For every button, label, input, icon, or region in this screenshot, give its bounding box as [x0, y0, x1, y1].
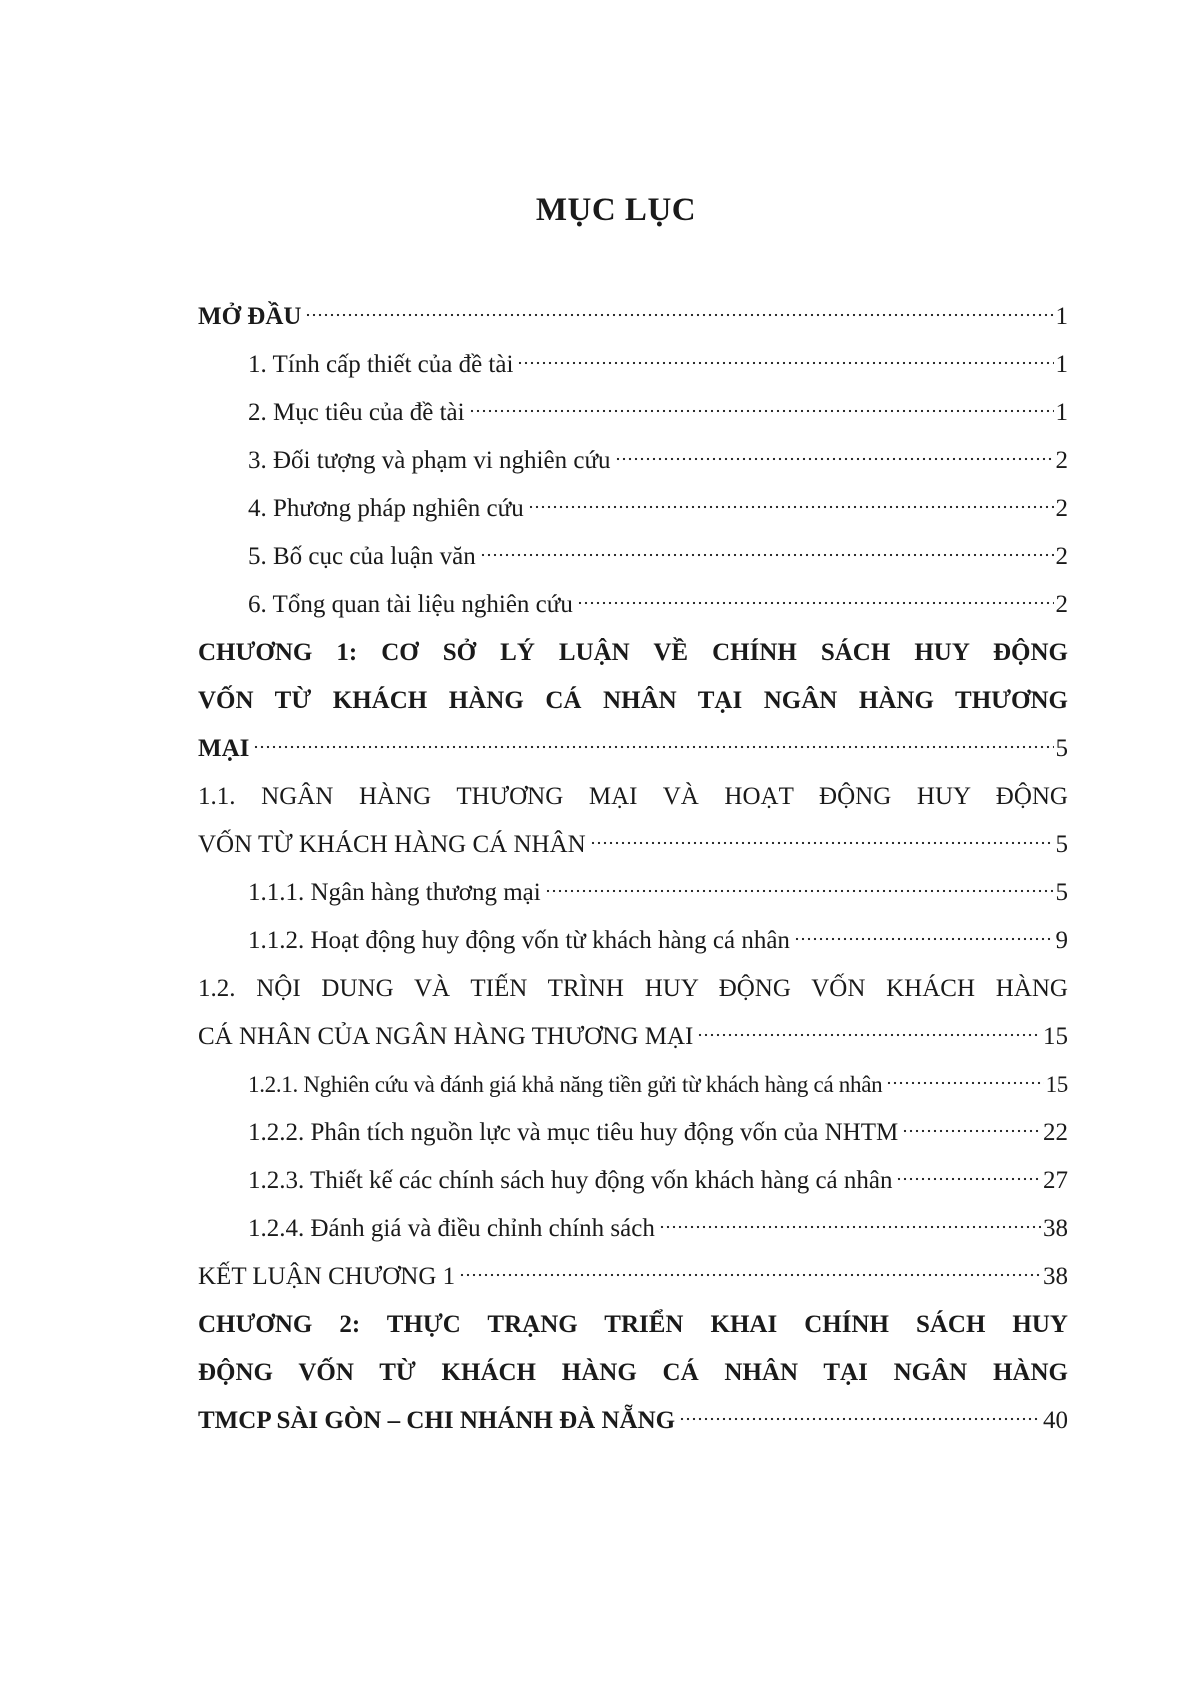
- toc-entry-page: 1: [1055, 351, 1068, 378]
- toc-entry-section-1-1[interactable]: [198, 773, 1068, 869]
- toc-entry-last-line: [198, 1397, 1068, 1445]
- toc-entry-page: 15: [1045, 1072, 1068, 1097]
- toc-entry-label: 3. Đối tượng và phạm vi nghiên cứu: [248, 447, 611, 474]
- toc-entry-label: 4. Phương pháp nghiên cứu: [248, 495, 524, 522]
- toc-leader-dots: [794, 936, 1054, 942]
- toc-entry-label-line: MẠI: [198, 735, 250, 762]
- toc-entry-label: 5. Bố cục của luận văn: [248, 543, 476, 570]
- toc-entry-label-line: ĐỘNG VỐN TỪ KHÁCH HÀNG CÁ NHÂN TẠI NGÂN HÀNG: [198, 1359, 1068, 1386]
- toc-entry-page: 38: [1043, 1263, 1068, 1290]
- toc-entry-page: 15: [1043, 1023, 1068, 1050]
- toc-entry-page: 38: [1043, 1215, 1068, 1242]
- toc-entry[interactable]: [198, 1109, 1068, 1157]
- toc-entry[interactable]: [198, 581, 1068, 629]
- toc-leader-dots: [902, 1128, 1041, 1134]
- toc-leader-dots: [577, 600, 1054, 606]
- toc-leader-dots: [896, 1176, 1041, 1182]
- toc-entry-section-1-2[interactable]: [198, 965, 1068, 1061]
- toc-entry-label-line: CÁ NHÂN CỦA NGÂN HÀNG THƯƠNG MẠI: [198, 1023, 694, 1050]
- toc-leader-dots: [545, 888, 1054, 894]
- page-title: MỤC LỤC: [535, 192, 697, 228]
- toc-entry[interactable]: [198, 293, 1068, 341]
- toc-leader-dots: [517, 360, 1053, 366]
- toc-entry[interactable]: [198, 1061, 1068, 1109]
- toc-entry-page: 9: [1055, 927, 1068, 954]
- toc-entry-label: MỞ ĐẦU: [198, 303, 302, 330]
- toc-leader-dots: [659, 1224, 1041, 1230]
- toc-entry[interactable]: [198, 485, 1068, 533]
- toc-leader-dots: [615, 456, 1054, 462]
- toc-entry-label: 1.2.2. Phân tích nguồn lực và mục tiêu huy động vốn của NHTM: [248, 1119, 899, 1146]
- toc-entry-page: 2: [1055, 447, 1068, 474]
- toc-entry[interactable]: [198, 437, 1068, 485]
- toc-entry-page: 2: [1055, 591, 1068, 618]
- toc-entry-page: 5: [1055, 879, 1068, 906]
- toc-entry-label: KẾT LUẬN CHƯƠNG 1: [198, 1263, 456, 1290]
- toc-entry[interactable]: [198, 1205, 1068, 1253]
- toc-entry-last-line: [198, 821, 1068, 869]
- toc-entry-page: 27: [1043, 1167, 1068, 1194]
- toc-entry[interactable]: [198, 389, 1068, 437]
- toc-entry-chapter-1[interactable]: [198, 629, 1068, 773]
- toc-leader-dots: [697, 1032, 1041, 1038]
- toc-entry-label-line: VỐN TỪ KHÁCH HÀNG CÁ NHÂN: [198, 831, 586, 858]
- toc-entry-label: 1.2.1. Nghiên cứu và đánh giá khả năng tiền gửi từ khách hàng cá nhân: [248, 1072, 883, 1097]
- toc-entry[interactable]: [198, 533, 1068, 581]
- toc-entry[interactable]: [198, 1253, 1068, 1301]
- toc-entry-page: 40: [1043, 1407, 1068, 1434]
- toc-leader-dots: [590, 840, 1054, 846]
- toc-leader-dots: [469, 408, 1054, 414]
- toc-entry-label: 1.1.1. Ngân hàng thương mại: [248, 879, 541, 906]
- toc-entry-label-line: VỐN TỪ KHÁCH HÀNG CÁ NHÂN TẠI NGÂN HÀNG THƯƠNG: [198, 687, 1068, 714]
- toc-entry[interactable]: [198, 917, 1068, 965]
- toc-leader-dots: [253, 744, 1053, 750]
- toc-leader-dots: [480, 552, 1054, 558]
- toc-leader-dots: [528, 504, 1054, 510]
- toc-entry-label-line: CHƯƠNG 1: CƠ SỞ LÝ LUẬN VỀ CHÍNH SÁCH HUY ĐỘNG: [198, 639, 1068, 666]
- table-of-contents: [198, 293, 1068, 1445]
- toc-entry-label: 1.2.3. Thiết kế các chính sách huy động vốn khách hàng cá nhân: [248, 1167, 893, 1194]
- toc-leader-dots: [305, 312, 1053, 318]
- toc-entry[interactable]: [198, 1157, 1068, 1205]
- toc-entry-page: 1: [1055, 303, 1068, 330]
- toc-entry-page: 2: [1055, 543, 1068, 570]
- toc-entry-label: 1.2.4. Đánh giá và điều chỉnh chính sách: [248, 1215, 655, 1242]
- toc-entry-label-line: TMCP SÀI GÒN – CHI NHÁNH ĐÀ NẴNG: [198, 1407, 676, 1434]
- toc-entry-last-line: [198, 725, 1068, 773]
- toc-entry-label: 6. Tổng quan tài liệu nghiên cứu: [248, 591, 573, 618]
- toc-entry-label-line: 1.2. NỘI DUNG VÀ TIẾN TRÌNH HUY ĐỘNG VỐN KHÁCH HÀNG: [198, 975, 1068, 1002]
- toc-leader-dots: [886, 1080, 1043, 1086]
- toc-entry-page: 22: [1043, 1119, 1068, 1146]
- toc-entry-page: 2: [1055, 495, 1068, 522]
- toc-entry-label-line: 1.1. NGÂN HÀNG THƯƠNG MẠI VÀ HOẠT ĐỘNG HUY ĐỘNG: [198, 783, 1068, 810]
- toc-entry-label: 1. Tính cấp thiết của đề tài: [248, 351, 514, 378]
- toc-entry-last-line: [198, 1013, 1068, 1061]
- toc-entry-label: 1.1.2. Hoạt động huy động vốn từ khách hàng cá nhân: [248, 927, 790, 954]
- toc-entry-page: 5: [1055, 735, 1068, 762]
- toc-entry-page: 1: [1055, 399, 1068, 426]
- toc-entry-chapter-2[interactable]: [198, 1301, 1068, 1445]
- toc-entry[interactable]: [198, 341, 1068, 389]
- toc-entry[interactable]: [198, 869, 1068, 917]
- toc-entry-label-line: CHƯƠNG 2: THỰC TRẠNG TRIỂN KHAI CHÍNH SÁCH HUY: [198, 1311, 1068, 1338]
- toc-entry-label: 2. Mục tiêu của đề tài: [248, 399, 465, 426]
- toc-leader-dots: [679, 1416, 1041, 1422]
- toc-entry-page: 5: [1055, 831, 1068, 858]
- toc-leader-dots: [459, 1272, 1041, 1278]
